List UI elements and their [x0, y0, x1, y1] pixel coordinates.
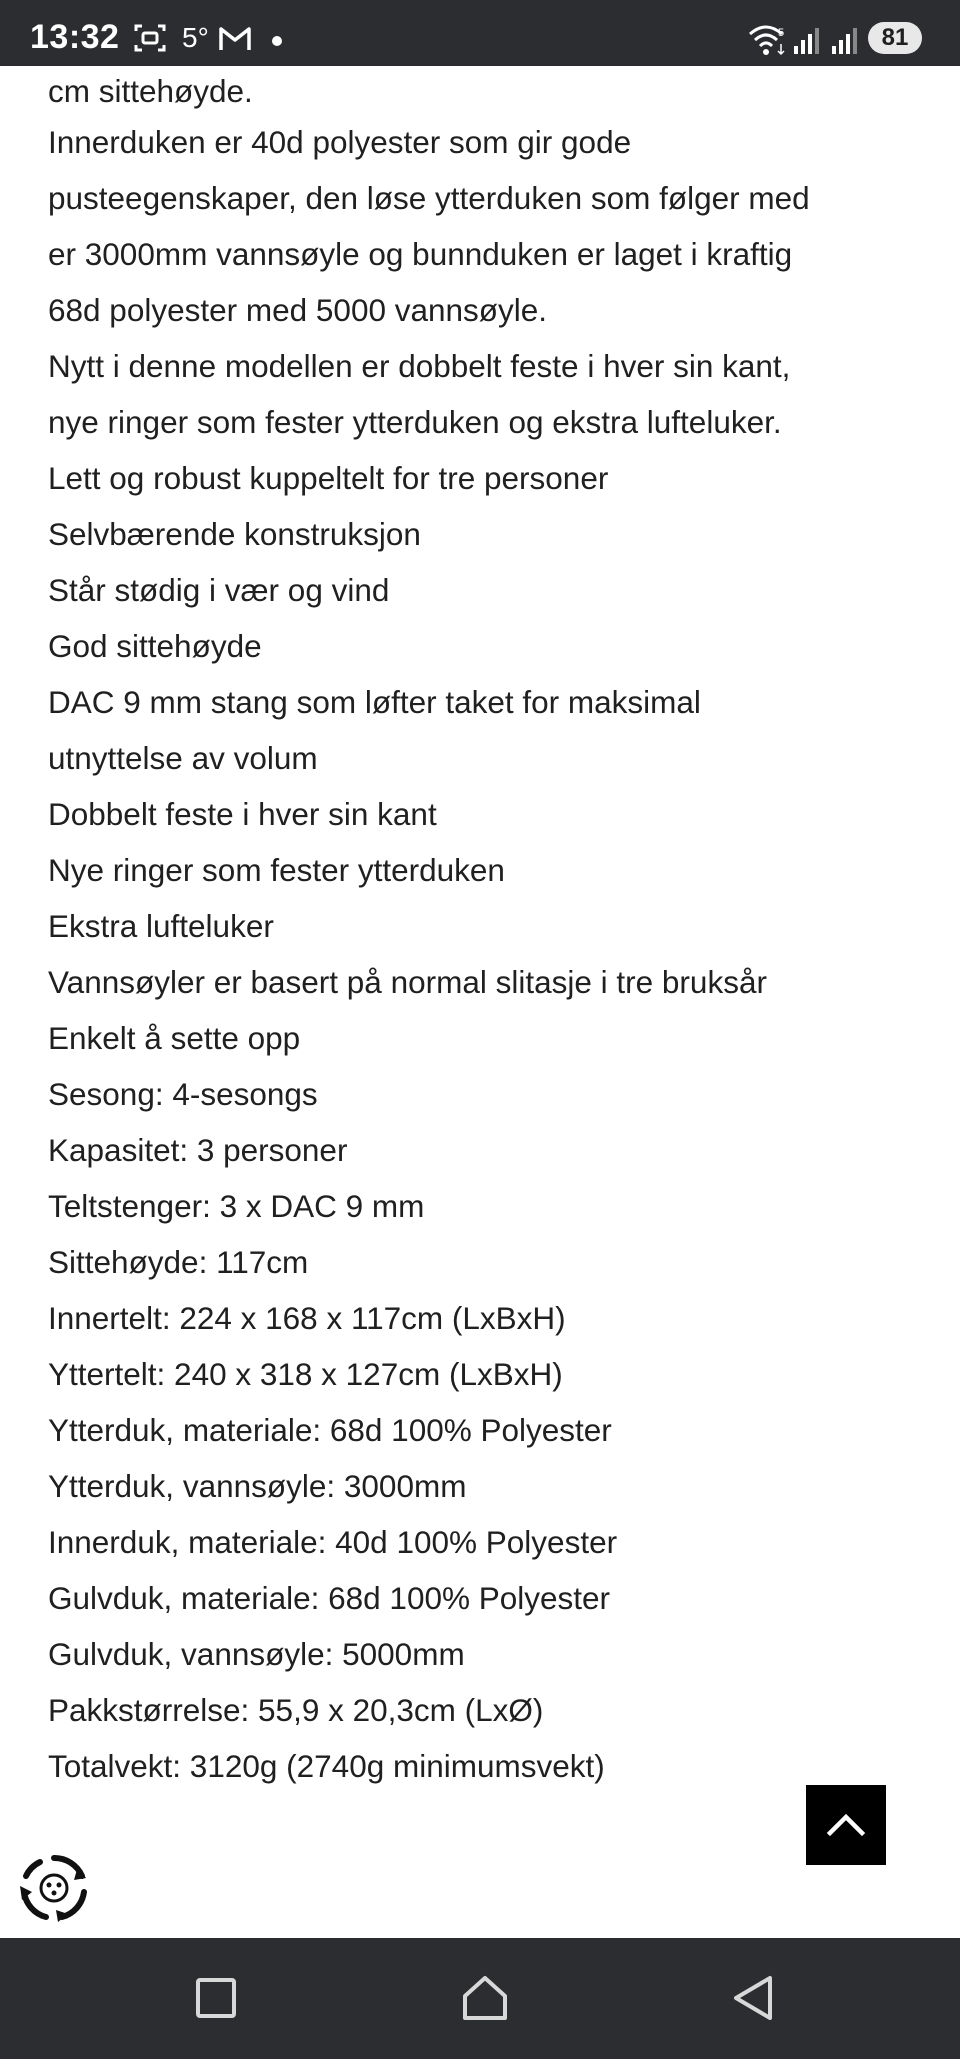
- spec-item: Teltstenger: 3 x DAC 9 mm: [48, 1188, 425, 1224]
- spec-item: Innertelt: 224 x 168 x 117cm (LxBxH): [48, 1300, 566, 1336]
- text-line: 68d polyester med 5000 vannsøyle.: [48, 292, 548, 328]
- feature-item: Lett og robust kuppeltelt for tre personer: [48, 460, 609, 496]
- spec-item: Yttertelt: 240 x 318 x 127cm (LxBxH): [48, 1356, 563, 1392]
- svg-text:5: 5: [778, 27, 785, 39]
- text-line: Nytt i denne modellen er dobbelt feste i hver sin kant,: [48, 348, 791, 384]
- text-line: nye ringer som fester ytterduken og ekstra lufteluker.: [48, 404, 782, 440]
- text-line: pusteegenskaper, den løse ytterduken som følger med: [48, 180, 810, 216]
- feature-item: Nye ringer som fester ytterduken: [48, 852, 505, 888]
- feature-item: utnyttelse av volum: [48, 740, 318, 776]
- back-icon: [724, 1968, 784, 2028]
- status-temperature: 5°: [182, 22, 209, 53]
- back-to-top-button[interactable]: [806, 1785, 886, 1865]
- home-button[interactable]: [455, 1968, 515, 2028]
- spec-item: Sittehøyde: 117cm: [48, 1244, 309, 1280]
- spec-item: Ytterduk, vannsøyle: 3000mm: [48, 1468, 467, 1504]
- recents-icon: [186, 1968, 246, 2028]
- gmail-icon: [218, 26, 252, 57]
- signal-icon: [792, 26, 820, 61]
- back-button[interactable]: [724, 1968, 784, 2028]
- feature-item: Vannsøyler er basert på normal slitasje i tre bruksår: [48, 964, 767, 1000]
- accessibility-widget-icon: [18, 1852, 90, 1924]
- feature-item: Enkelt å sette opp: [48, 1020, 301, 1056]
- spec-item: Sesong: 4-sesongs: [48, 1076, 318, 1112]
- spec-item: Gulvduk, vannsøyle: 5000mm: [48, 1636, 465, 1672]
- text-line: Innerduken er 40d polyester som gir gode: [48, 124, 632, 160]
- feature-item: Står stødig i vær og vind: [48, 572, 390, 608]
- home-icon: [455, 1968, 515, 2028]
- spec-item: Gulvduk, materiale: 68d 100% Polyester: [48, 1580, 611, 1616]
- battery-icon: 81: [868, 22, 922, 54]
- text-line: cm sittehøyde.: [48, 73, 253, 109]
- feature-item: Ekstra lufteluker: [48, 908, 274, 944]
- accessibility-widget-button[interactable]: [18, 1852, 90, 1924]
- text-line: er 3000mm vannsøyle og bunnduken er laget i kraftig: [48, 236, 793, 272]
- signal-icon: [830, 26, 858, 61]
- status-time: 13:32: [30, 18, 120, 56]
- chevron-up-icon: [826, 1807, 866, 1843]
- spec-item: Innerduk, materiale: 40d 100% Polyester: [48, 1524, 618, 1560]
- wifi-icon: [748, 24, 788, 63]
- feature-item: Dobbelt feste i hver sin kant: [48, 796, 437, 832]
- status-bar: [0, 0, 960, 66]
- feature-item: DAC 9 mm stang som løfter taket for maksimal: [48, 684, 701, 720]
- spec-item: Pakkstørrelse: 55,9 x 20,3cm (LxØ): [48, 1692, 544, 1728]
- feature-item: Selvbærende konstruksjon: [48, 516, 421, 552]
- notification-dot-icon: [272, 36, 282, 46]
- feature-item: God sittehøyde: [48, 628, 262, 664]
- recents-button[interactable]: [186, 1968, 246, 2028]
- system-nav-bar: [0, 1938, 960, 2059]
- spec-item: Ytterduk, materiale: 68d 100% Polyester: [48, 1412, 612, 1448]
- spec-item: Kapasitet: 3 personer: [48, 1132, 348, 1168]
- product-description: [48, 66, 918, 1794]
- spec-item: Totalvekt: 3120g (2740g minimumsvekt): [48, 1748, 605, 1784]
- screenshot-icon: [133, 22, 167, 59]
